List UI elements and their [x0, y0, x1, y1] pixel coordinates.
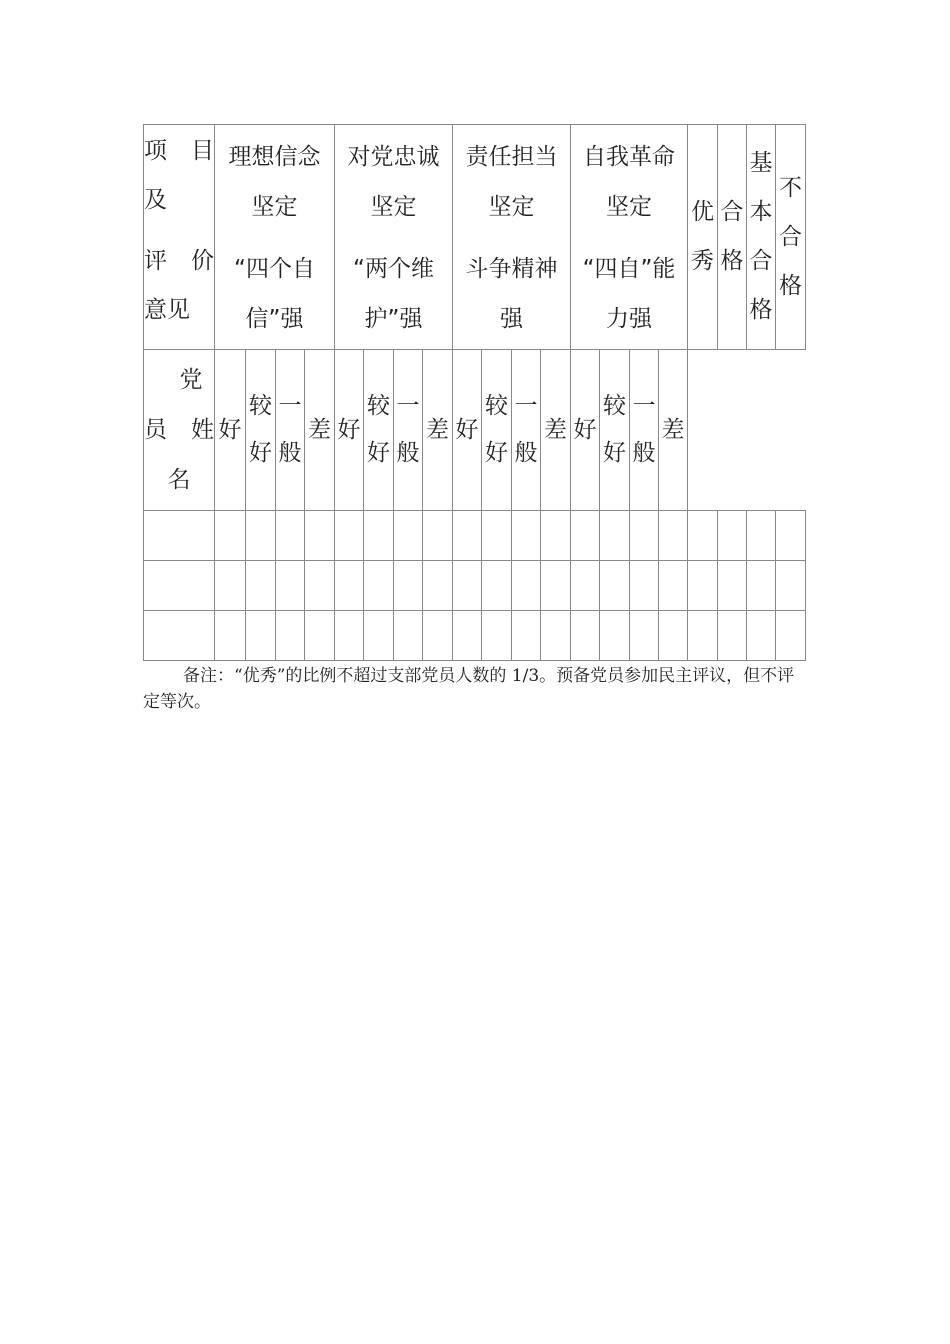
score-cell[interactable]: [335, 511, 364, 561]
score-cell[interactable]: [659, 561, 688, 611]
score-cell[interactable]: [600, 511, 630, 561]
overall-cell[interactable]: [747, 511, 776, 561]
overall-cell[interactable]: [718, 561, 747, 611]
score-cell[interactable]: [423, 611, 453, 661]
evaluation-table: [143, 124, 806, 661]
score-cell[interactable]: [276, 611, 305, 661]
score-cell[interactable]: [482, 511, 512, 561]
category-ideals: 理想信念 坚定 “四个自 信”强: [215, 125, 335, 350]
score-cell[interactable]: [453, 611, 482, 661]
category-self-revolution: 自我革命 坚定 “四自”能 力强: [571, 125, 688, 350]
overall-cell[interactable]: [718, 611, 747, 661]
rating-average: 一 般: [630, 350, 659, 511]
score-cell[interactable]: [364, 561, 394, 611]
score-cell[interactable]: [630, 611, 659, 661]
score-cell[interactable]: [541, 511, 571, 561]
rating-fairly-good: 较 好: [600, 350, 630, 511]
rating-row: [144, 350, 806, 511]
score-cell[interactable]: [512, 611, 541, 661]
score-cell[interactable]: [571, 561, 600, 611]
rating-poor: 差: [305, 350, 335, 511]
overall-cell[interactable]: [776, 611, 806, 661]
overall-cell[interactable]: [776, 511, 806, 561]
score-cell[interactable]: [215, 511, 246, 561]
score-cell[interactable]: [659, 511, 688, 561]
overall-cell[interactable]: [747, 611, 776, 661]
score-cell[interactable]: [394, 511, 423, 561]
member-name-cell[interactable]: [144, 511, 215, 561]
rating-good: 好: [335, 350, 364, 511]
rating-fairly-good: 较 好: [364, 350, 394, 511]
score-cell[interactable]: [394, 561, 423, 611]
score-cell[interactable]: [246, 561, 276, 611]
footnote: 备注：“优秀”的比例不超过支部党员人数的 1/3。预备党员参加民主评议，但不评定等次。: [143, 666, 795, 712]
rating-fairly-good: 较 好: [482, 350, 512, 511]
score-cell[interactable]: [215, 561, 246, 611]
header-row: [144, 125, 806, 350]
score-cell[interactable]: [246, 611, 276, 661]
corner-item-label: 项 目 及 评 价 意见: [144, 125, 215, 350]
score-cell[interactable]: [482, 561, 512, 611]
score-cell[interactable]: [364, 511, 394, 561]
overall-cell[interactable]: [718, 511, 747, 561]
score-cell[interactable]: [541, 611, 571, 661]
evaluation-sheet: [143, 124, 806, 715]
score-cell[interactable]: [571, 511, 600, 561]
score-cell[interactable]: [305, 611, 335, 661]
overall-cell[interactable]: [747, 561, 776, 611]
overall-qualified: 合格: [718, 125, 747, 350]
score-cell[interactable]: [305, 561, 335, 611]
score-cell[interactable]: [335, 611, 364, 661]
score-cell[interactable]: [600, 611, 630, 661]
rating-average: 一 般: [512, 350, 541, 511]
score-cell[interactable]: [600, 561, 630, 611]
rating-good: 好: [453, 350, 482, 511]
overall-excellent: 优秀: [688, 125, 718, 350]
rating-fairly-good: 较 好: [246, 350, 276, 511]
score-cell[interactable]: [335, 561, 364, 611]
member-row-1: [144, 511, 806, 561]
score-cell[interactable]: [276, 561, 305, 611]
rating-poor: 差: [659, 350, 688, 511]
rating-poor: 差: [423, 350, 453, 511]
score-cell[interactable]: [423, 561, 453, 611]
category-responsibility: 责任担当 坚定 斗争精神 强: [453, 125, 571, 350]
rating-average: 一 般: [394, 350, 423, 511]
overall-basically-qualified: 基本合格: [747, 125, 776, 350]
score-cell[interactable]: [571, 611, 600, 661]
overall-cell[interactable]: [688, 511, 718, 561]
score-cell[interactable]: [512, 561, 541, 611]
overall-cell[interactable]: [776, 561, 806, 611]
score-cell[interactable]: [630, 561, 659, 611]
score-cell[interactable]: [215, 611, 246, 661]
rating-good: 好: [571, 350, 600, 511]
score-cell[interactable]: [364, 611, 394, 661]
score-cell[interactable]: [276, 511, 305, 561]
score-cell[interactable]: [659, 611, 688, 661]
overall-cell[interactable]: [688, 561, 718, 611]
score-cell[interactable]: [630, 511, 659, 561]
rating-average: 一 般: [276, 350, 305, 511]
score-cell[interactable]: [246, 511, 276, 561]
category-loyalty: 对党忠诚 坚定 “两个维 护”强: [335, 125, 453, 350]
score-cell[interactable]: [453, 561, 482, 611]
overall-unqualified: 不合格: [776, 125, 806, 350]
overall-blank-area: [688, 350, 806, 511]
rating-good: 好: [215, 350, 246, 511]
score-cell[interactable]: [394, 611, 423, 661]
member-row-2: [144, 561, 806, 611]
score-cell[interactable]: [423, 511, 453, 561]
overall-cell[interactable]: [688, 611, 718, 661]
score-cell[interactable]: [512, 511, 541, 561]
rating-poor: 差: [541, 350, 571, 511]
member-row-3: [144, 611, 806, 661]
score-cell[interactable]: [541, 561, 571, 611]
score-cell[interactable]: [453, 511, 482, 561]
corner-member-name: 党 员 姓 名: [144, 350, 215, 511]
score-cell[interactable]: [305, 511, 335, 561]
member-name-cell[interactable]: [144, 611, 215, 661]
score-cell[interactable]: [482, 611, 512, 661]
member-name-cell[interactable]: [144, 561, 215, 611]
